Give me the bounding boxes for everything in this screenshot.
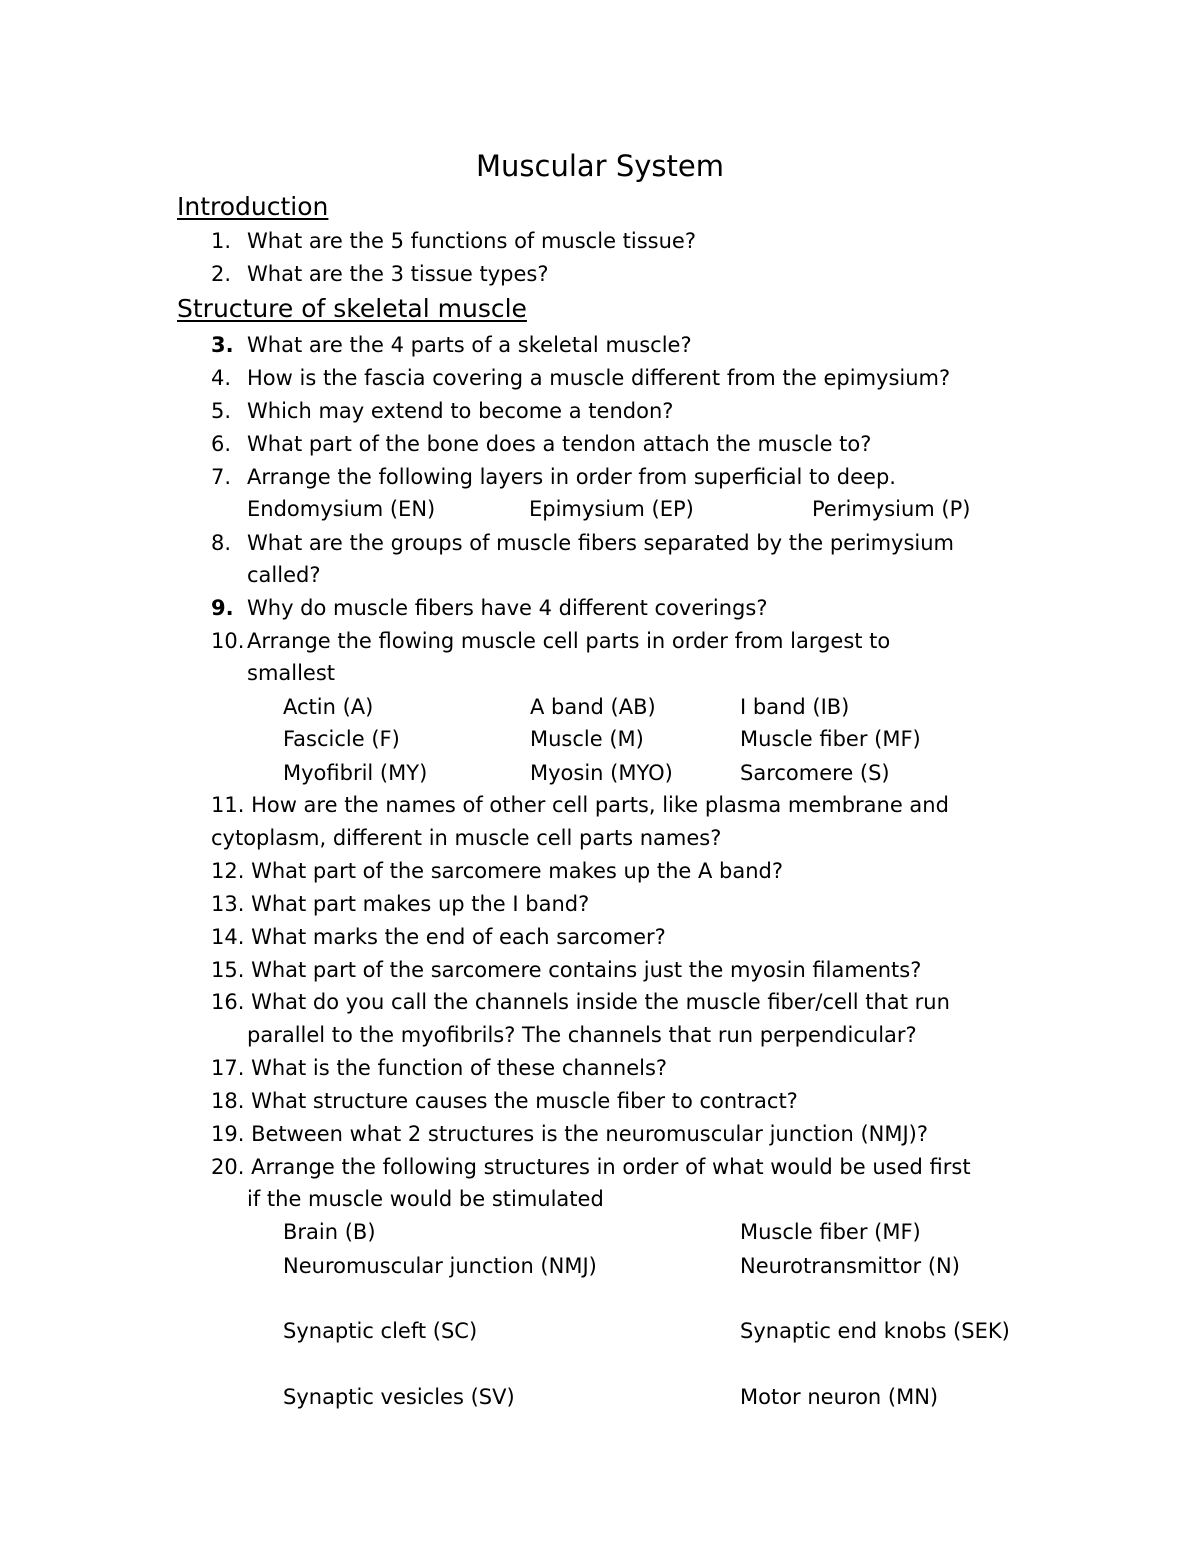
question-17: 17. What is the function of these channels? (211, 1056, 668, 1080)
question-18: 18. What structure causes the muscle fiber to contract? (211, 1089, 798, 1113)
option-a-band: A band (AB) (530, 695, 656, 719)
section-heading-introduction: Introduction (177, 192, 329, 221)
option-perimysium: Perimysium (P) (812, 497, 971, 521)
option-actin: Actin (A) (283, 695, 374, 719)
question-19: 19. Between what 2 structures is the neuromuscular junction (NMJ)? (211, 1122, 929, 1146)
question-number: 6. (211, 432, 232, 456)
question-20-line-2: if the muscle would be stimulated (247, 1187, 604, 1211)
option-neuromuscular-junction: Neuromuscular junction (NMJ) (283, 1254, 597, 1278)
question-11-line-1: 11. How are the names of other cell parts, like plasma membrane and (211, 793, 949, 817)
question-2: What are the 3 tissue types? (247, 262, 549, 286)
question-number: 8. (211, 531, 232, 555)
option-muscle-fiber: Muscle fiber (MF) (740, 727, 921, 751)
option-sarcomere: Sarcomere (S) (740, 761, 890, 785)
question-13: 13. What part makes up the I band? (211, 892, 590, 916)
question-number: 9. (211, 596, 234, 620)
option-synaptic-vesicles: Synaptic vesicles (SV) (283, 1385, 515, 1409)
question-number: 3. (211, 333, 234, 357)
question-number: 1. (211, 229, 232, 253)
section-heading-structure: Structure of skeletal muscle (177, 294, 527, 323)
option-fascicle: Fascicle (F) (283, 727, 400, 751)
question-5: Which may extend to become a tendon? (247, 399, 674, 423)
question-16-line-2: parallel to the myofibrils? The channels that run perpendicular? (247, 1023, 917, 1047)
question-20-line-1: 20. Arrange the following structures in order of what would be used first (211, 1155, 971, 1179)
question-number: 4. (211, 366, 232, 390)
question-12: 12. What part of the sarcomere makes up the A band? (211, 859, 783, 883)
option-brain: Brain (B) (283, 1220, 376, 1244)
question-number: 5. (211, 399, 232, 423)
question-number: 7. (211, 465, 232, 489)
option-myosin: Myosin (MYO) (530, 761, 673, 785)
question-1: What are the 5 functions of muscle tissue? (247, 229, 696, 253)
option-synaptic-cleft: Synaptic cleft (SC) (283, 1319, 478, 1343)
option-muscle-fiber-2: Muscle fiber (MF) (740, 1220, 921, 1244)
question-15: 15. What part of the sarcomere contains just the myosin filaments? (211, 958, 922, 982)
question-7: Arrange the following layers in order from superficial to deep. (247, 465, 896, 489)
option-neurotransmittor: Neurotransmittor (N) (740, 1254, 960, 1278)
question-14: 14. What marks the end of each sarcomer? (211, 925, 666, 949)
question-10-line-1: Arrange the flowing muscle cell parts in order from largest to (247, 629, 891, 653)
question-11-line-2: cytoplasm, different in muscle cell parts names? (211, 826, 722, 850)
question-4: How is the fascia covering a muscle different from the epimysium? (247, 366, 951, 390)
question-3: What are the 4 parts of a skeletal muscle? (247, 333, 692, 357)
question-16-line-1: 16. What do you call the channels inside the muscle fiber/cell that run (211, 990, 950, 1014)
question-number: 10. (211, 629, 245, 653)
option-epimysium: Epimysium (EP) (529, 497, 694, 521)
question-number: 2. (211, 262, 232, 286)
page-title: Muscular System (476, 149, 724, 183)
question-8-line-1: What are the groups of muscle fibers separated by the perimysium (247, 531, 954, 555)
question-6: What part of the bone does a tendon attach the muscle to? (247, 432, 872, 456)
option-muscle: Muscle (M) (530, 727, 644, 751)
question-8-line-2: called? (247, 563, 321, 587)
question-9: Why do muscle fibers have 4 different coverings? (247, 596, 768, 620)
option-synaptic-end-knobs: Synaptic end knobs (SEK) (740, 1319, 1010, 1343)
option-i-band: I band (IB) (740, 695, 850, 719)
option-motor-neuron: Motor neuron (MN) (740, 1385, 939, 1409)
question-10-line-2: smallest (247, 661, 336, 685)
option-myofibril: Myofibril (MY) (283, 761, 428, 785)
option-endomysium: Endomysium (EN) (247, 497, 436, 521)
